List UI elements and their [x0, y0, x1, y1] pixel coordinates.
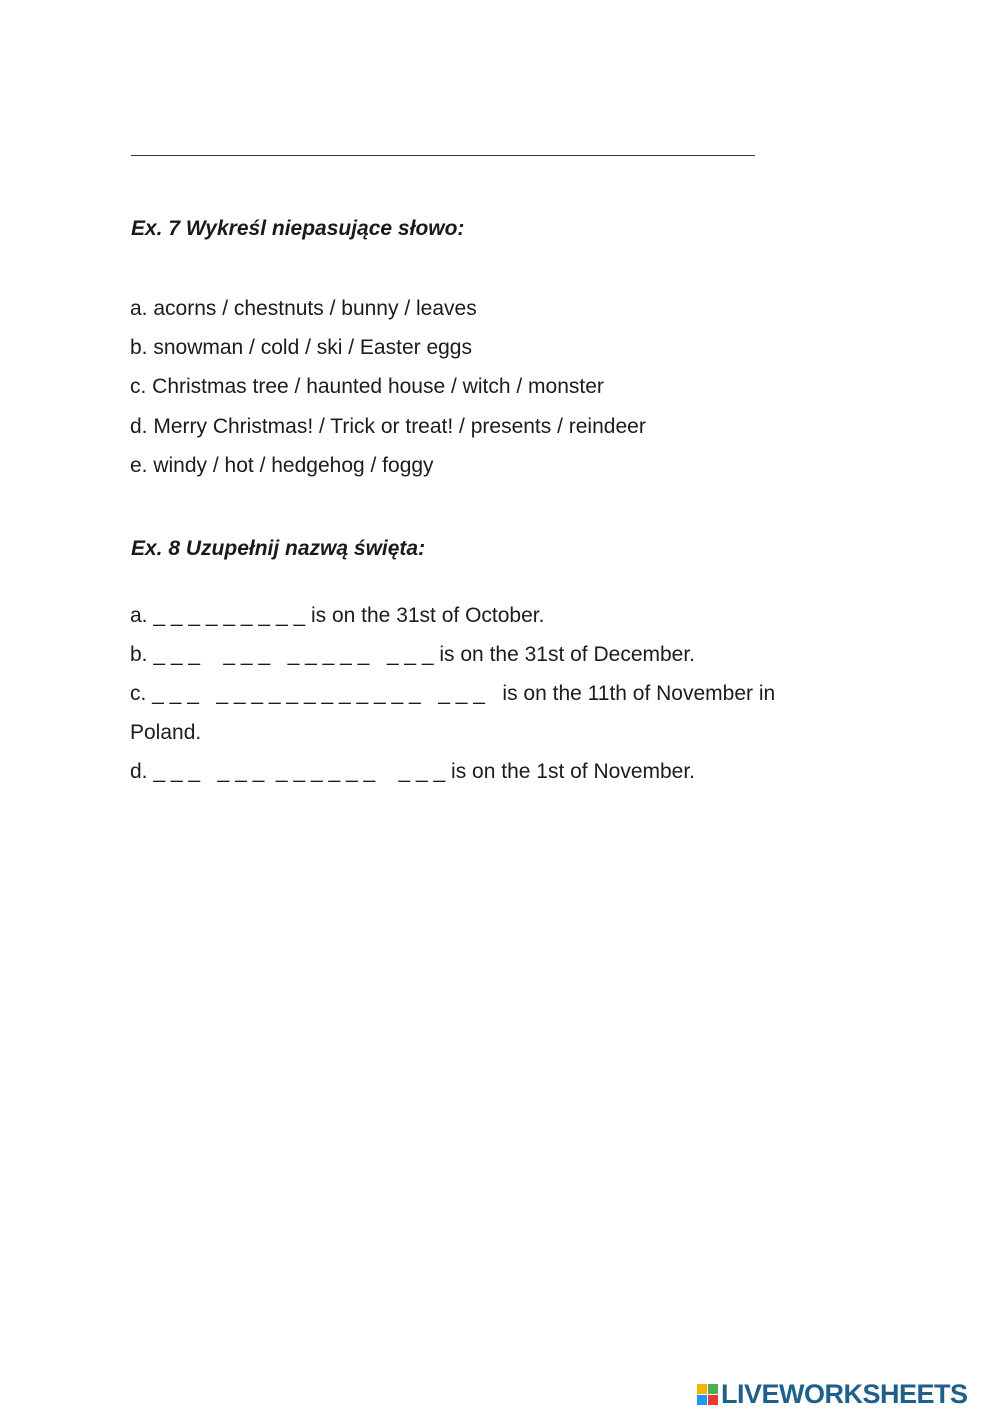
exercise-7-item-d[interactable]: d. Merry Christmas! / Trick or treat! / presents / reindeer: [130, 415, 646, 438]
exercise-8-item-d[interactable]: d. _ _ _ _ _ _ _ _ _ _ _ _ _ _ _ is on the 1st of November.: [130, 760, 696, 783]
exercise-8-heading: Ex. 8 Uzupełnij nazwą święta:: [131, 537, 426, 560]
liveworksheets-logo[interactable]: [697, 1378, 968, 1410]
exercise-7-item-b[interactable]: b. snowman / cold / ski / Easter eggs: [130, 336, 472, 359]
logo-mark-icon: [697, 1384, 718, 1405]
exercise-7-item-a[interactable]: a. acorns / chestnuts / bunny / leaves: [130, 297, 477, 320]
exercise-7-item-e[interactable]: e. windy / hot / hedgehog / foggy: [130, 454, 434, 477]
exercise-7-item-c[interactable]: c. Christmas tree / haunted house / witch / monster: [130, 375, 604, 398]
logo-square-blue: [697, 1395, 707, 1405]
answer-line-divider: [131, 155, 755, 156]
logo-square-red: [708, 1395, 718, 1405]
logo-square-green: [708, 1384, 718, 1394]
exercise-8-item-b[interactable]: b. _ _ _ _ _ _ _ _ _ _ _ _ _ _ is on the 31st of December.: [130, 643, 696, 666]
logo-text: LIVEWORKSHEETS: [721, 1378, 968, 1409]
logo-square-yellow: [697, 1384, 707, 1394]
exercise-8-item-a[interactable]: a. _ _ _ _ _ _ _ _ _ is on the 31st of October.: [130, 604, 545, 627]
exercise-8-item-c-continued: Poland.: [130, 721, 202, 744]
exercise-7-heading: Ex. 7 Wykreśl niepasujące słowo:: [131, 217, 465, 240]
exercise-8-item-c[interactable]: c. _ _ _ _ _ _ _ _ _ _ _ _ _ _ _ _ _ _ is on the 11th of November in: [130, 682, 776, 705]
